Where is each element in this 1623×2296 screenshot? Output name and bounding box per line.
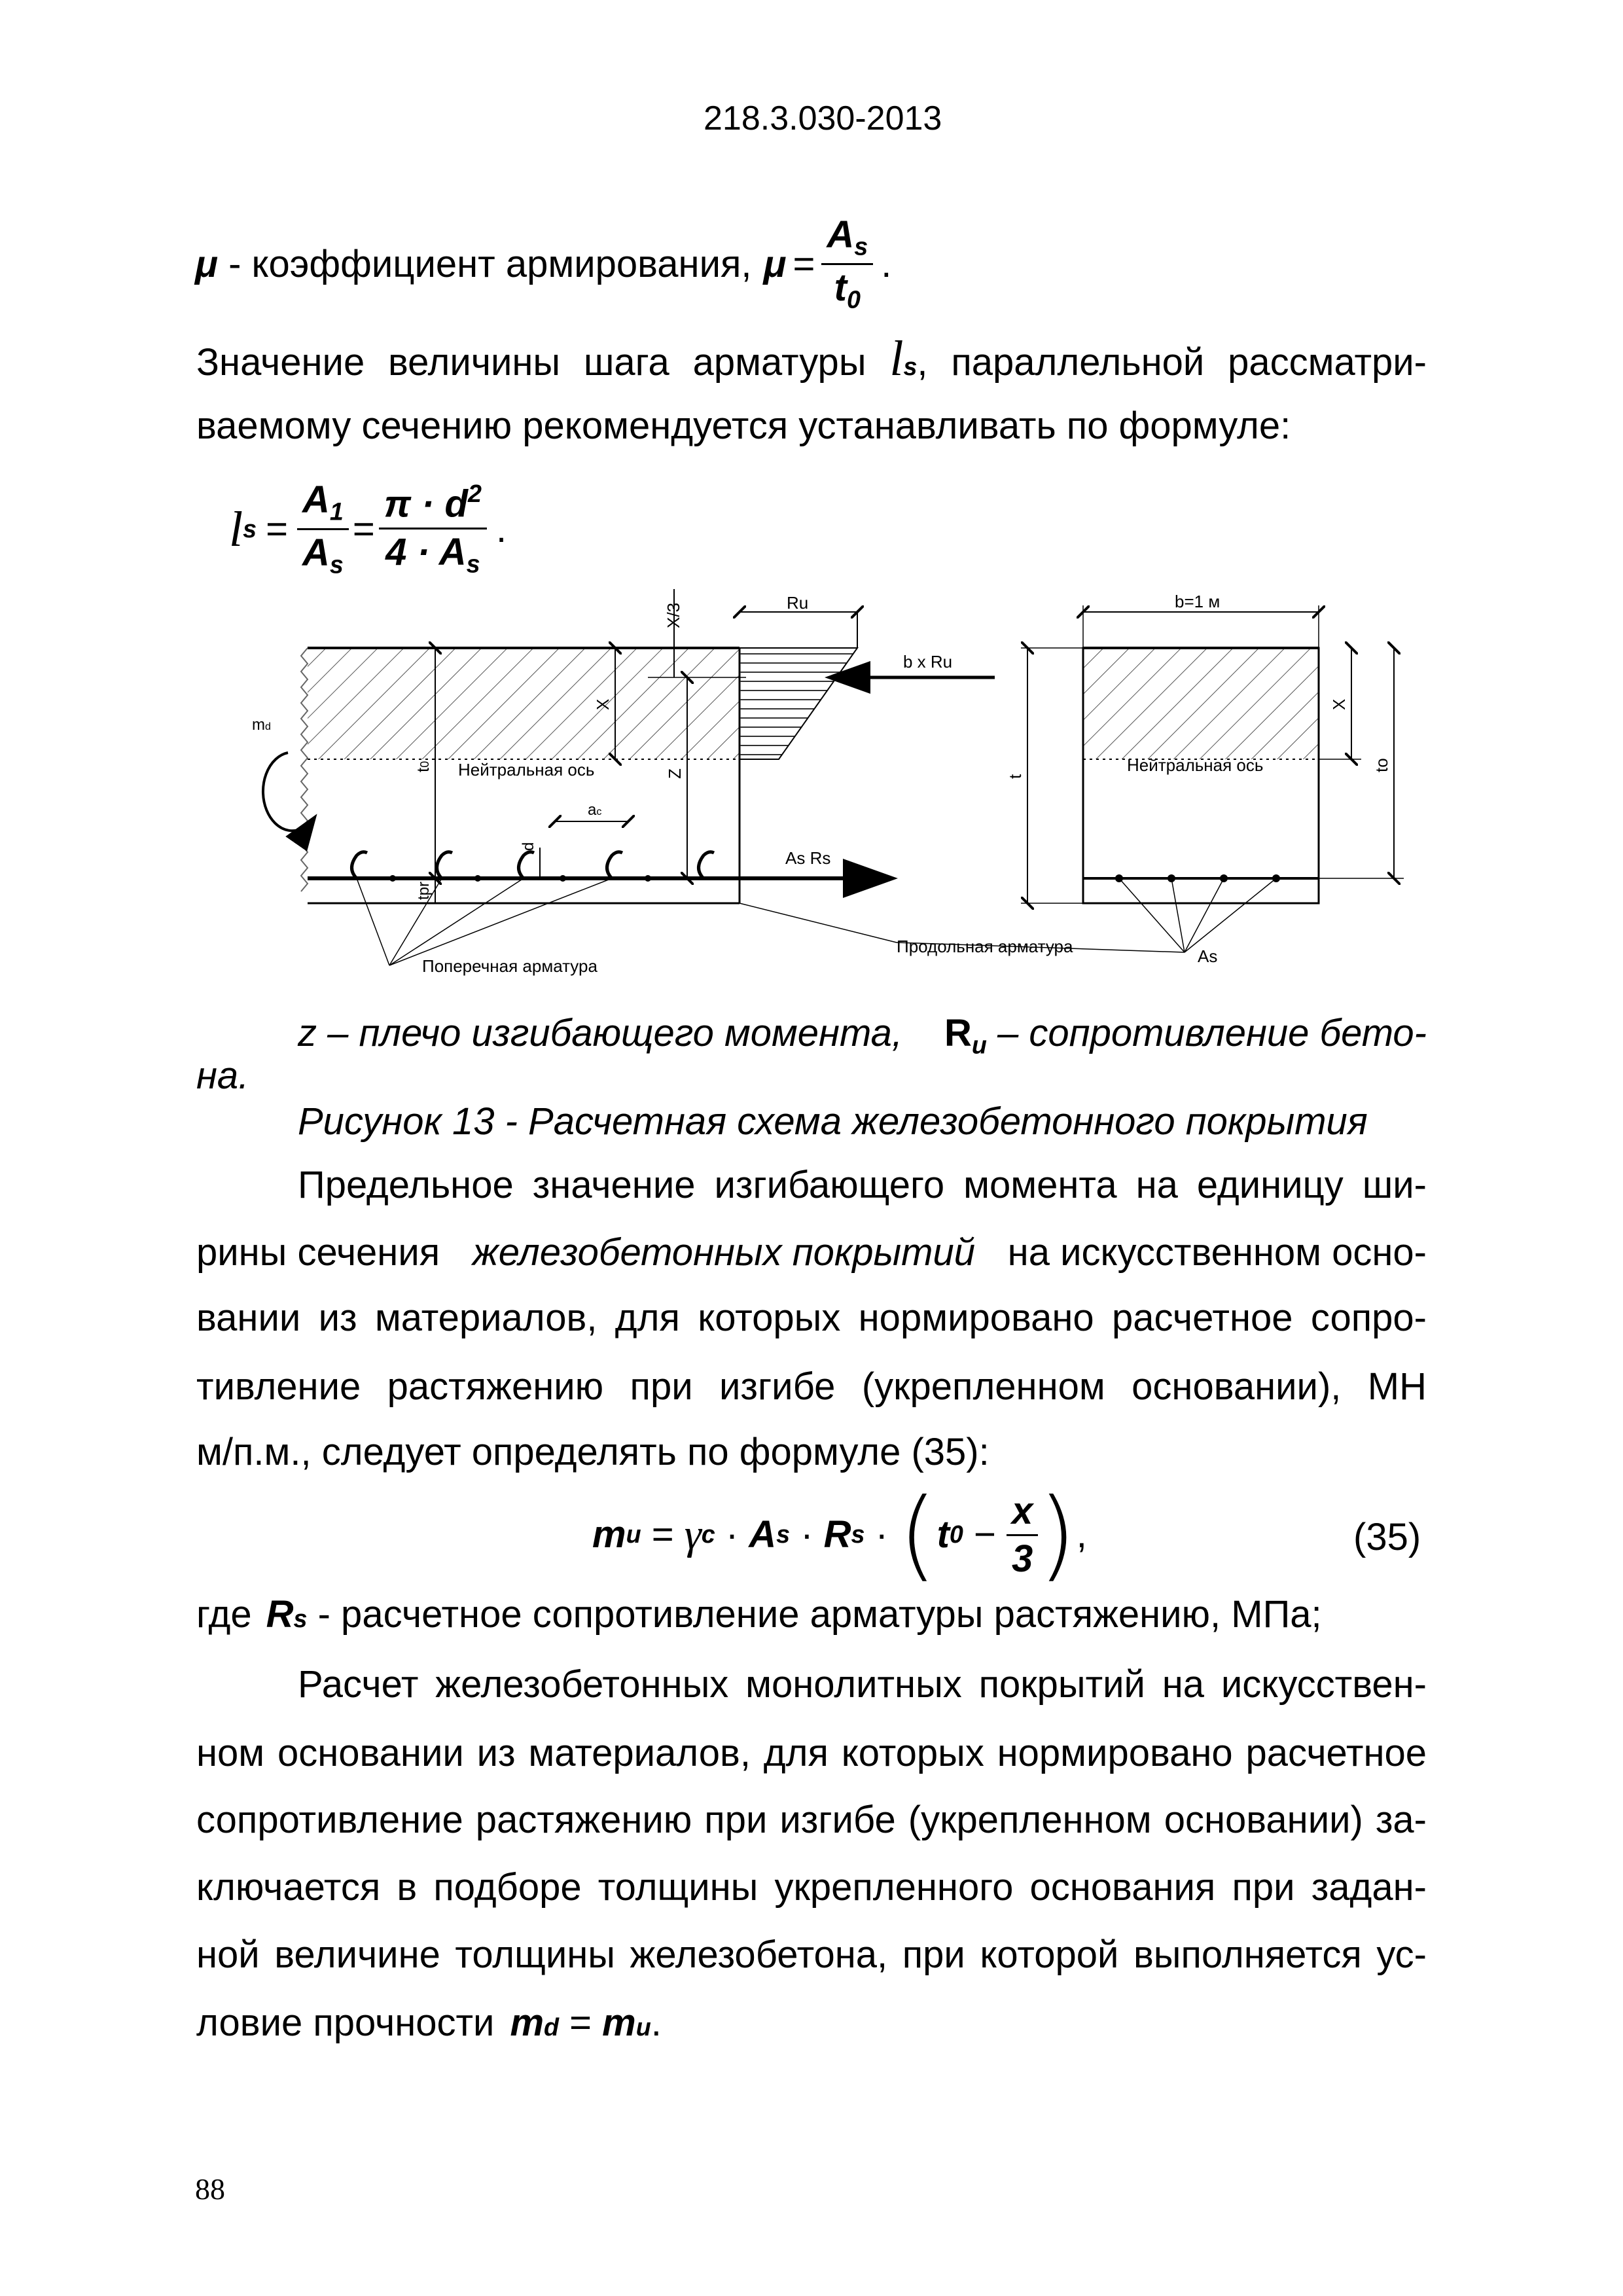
- label-ru: Ru: [787, 593, 809, 613]
- label-z: Z: [665, 768, 685, 779]
- para2-line2: рины сечения железобетонных покрытий на искусственном осно-: [196, 1231, 1427, 1274]
- para2-line3: вании из материалов, для которых нормировано расчетное сопро-: [196, 1297, 1427, 1339]
- para3-line5: ной величине толщины железобетона, при которой выполняется ус-: [196, 1933, 1427, 1976]
- caption-line1: z – плечо изгибающего момента, $R_u$ – сопротивление бето-: [298, 1012, 1427, 1059]
- ls-paragraph-line1: Значение величины шага арматуры l $_s$ , параллельной рассматри-: [196, 331, 1427, 386]
- label-neutral-right: Нейтральная ось: [1127, 755, 1264, 775]
- para3-line4: ключается в подборе толщины укрепленного основания при задан-: [196, 1866, 1427, 1909]
- label-asrs: As Rs: [785, 848, 831, 868]
- figure-title: Рисунок 13 - Расчетная схема железобетонного покрытия: [298, 1100, 1368, 1143]
- mu-text: - коэффициент армирования,: [217, 242, 752, 285]
- label-poper: Поперечная арматура: [422, 956, 597, 976]
- label-bxru: b x Ru: [903, 652, 953, 672]
- label-md: md: [252, 716, 271, 734]
- para2-line1: Предельное значение изгибающего момента на единицу ши-: [298, 1164, 1427, 1206]
- stress-diagram: [740, 648, 857, 759]
- formula-35-number: (35): [1353, 1516, 1421, 1558]
- formula-35: m u = γ c · A s · R s · ( t 0 − $\frac{x}{3}$ ) ,: [592, 1478, 1087, 1592]
- label-x3: X/3: [664, 602, 683, 628]
- mu-fraction: $\frac{A_s}{t_0}$: [821, 216, 873, 312]
- label-d: d: [520, 842, 537, 851]
- mu-definition: [195, 213, 892, 314]
- mu-end: .: [881, 242, 892, 285]
- label-as: As: [1198, 946, 1218, 966]
- label-prodol: Продольная арматура: [897, 937, 1073, 956]
- label-t0-right: to: [1372, 758, 1391, 772]
- para3-line6: ловие прочности m d = m u .: [196, 2001, 662, 2044]
- para3-line2: ном основании из материалов, для которых нормировано расчетное: [196, 1732, 1427, 1774]
- para2-line5: м/п.м., следует определять по формуле (35):: [196, 1431, 990, 1473]
- label-b1m: b=1 м: [1175, 592, 1221, 611]
- break-line: [301, 648, 308, 891]
- label-ac: ac: [588, 801, 602, 819]
- reinforced-concrete-diagram: [242, 576, 1420, 982]
- stirrups: [352, 852, 715, 878]
- para2-line4: тивление растяжению при изгибе (укрепленном основании), МН: [196, 1365, 1427, 1408]
- caption-line2: на.: [196, 1054, 249, 1097]
- mu-formula-lhs: μ: [763, 242, 787, 285]
- label-tpr: tpr: [415, 881, 433, 900]
- page-number: 88: [195, 2172, 225, 2206]
- label-neutral-left: Нейтральная ось: [458, 760, 595, 780]
- para3-line3: сопротивление растяжению при изгибе (укрепленном основании) за-: [196, 1799, 1427, 1841]
- ls-symbol: l: [889, 331, 904, 386]
- label-t: t: [1005, 774, 1025, 779]
- rs-definition: где R s - расчетное сопротивление арматуры растяжению, МПа;: [196, 1593, 1322, 1636]
- label-t0-left: t0: [413, 761, 433, 772]
- mu-formula-eq: =: [793, 242, 815, 285]
- label-x-left: X: [593, 698, 613, 710]
- ls-formula: l s = $\frac{A_1}{A_s}$ = $\frac{\pi \cdot d^2}{4 \cdot A_s}$ .: [229, 478, 507, 579]
- label-x-right: X: [1329, 698, 1349, 710]
- para3-line1: Расчет железобетонных монолитных покрытий на искусствен-: [298, 1663, 1427, 1706]
- mu-symbol: μ: [195, 242, 218, 285]
- ls-paragraph-line2: ваемому сечению рекомендуется устанавливать по формуле:: [196, 404, 1291, 447]
- document-code: 218.3.030-2013: [704, 99, 942, 137]
- left-section: [252, 589, 995, 976]
- transverse-leaders: [357, 878, 612, 965]
